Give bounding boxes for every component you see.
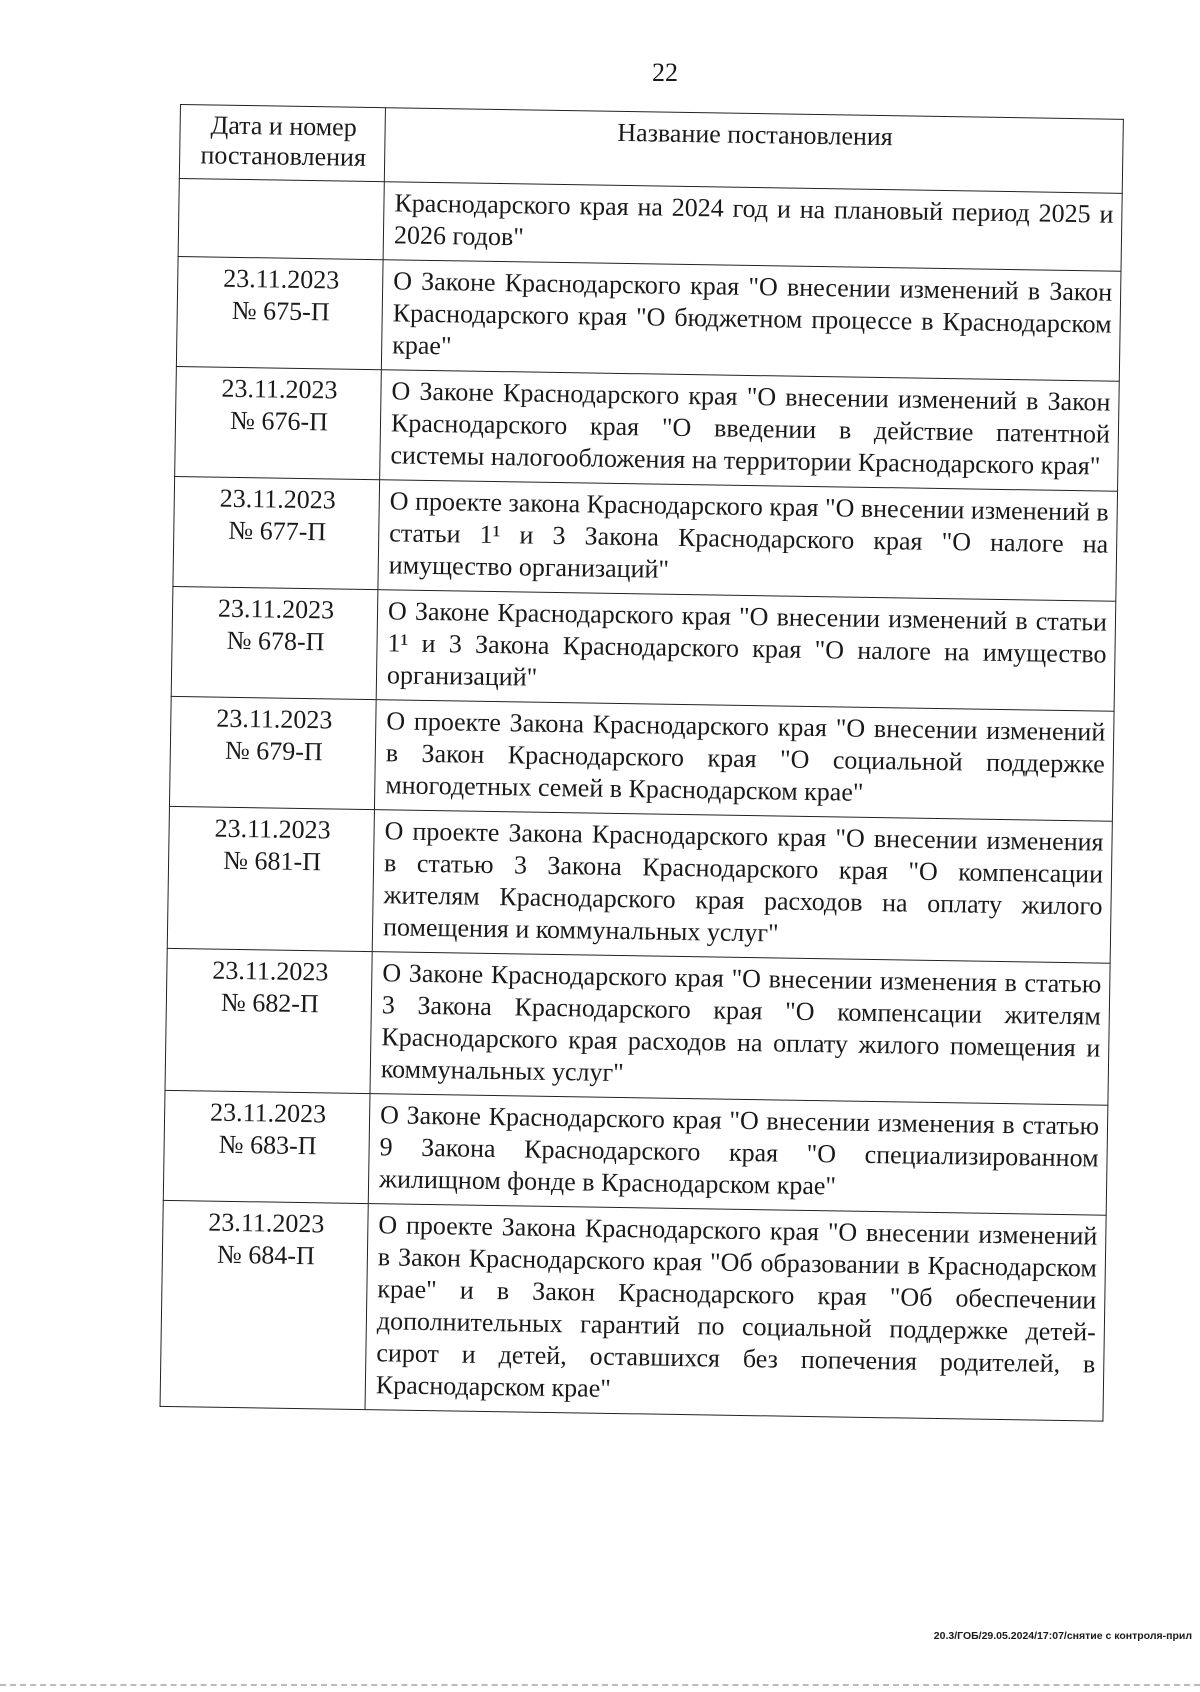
resolution-date-cell bbox=[167, 806, 374, 951]
resolution-number: № 681-П bbox=[223, 845, 322, 877]
resolution-number: № 679-П bbox=[224, 735, 323, 767]
resolution-date: 23.11.2023 bbox=[212, 955, 329, 987]
resolutions-table bbox=[160, 104, 1124, 1422]
resolution-title: О Законе Краснодарского края "О внесении изменения в статью 3 Закона Краснодарского края "О компенсации жителям Краснодарского края расходов на оплату жилого помещения и коммунальных услуг" bbox=[370, 952, 1110, 1106]
resolution-date-cell bbox=[169, 696, 376, 809]
table-row bbox=[173, 476, 1118, 601]
resolution-title: О проекте Закона Краснодарского края "О внесении изменения в статью 3 Закона Краснодарского края "О компенсации жителям Краснодарского края расходов на оплату жилого помещения и коммунальных услуг" bbox=[372, 810, 1112, 964]
header-title: Название постановления bbox=[384, 108, 1123, 194]
resolution-date-cell bbox=[165, 948, 372, 1093]
page-number: 22 bbox=[652, 58, 678, 87]
scan-edge-line bbox=[0, 1684, 1200, 1686]
footer-stamp: 20.3/ГОБ/29.05.2024/17:07/снятие с контроля-прил bbox=[933, 1630, 1192, 1642]
resolution-title: О проекте закона Краснодарского края "О внесении изменений в статьи 1¹ и 3 Закона Краснодарского края "О налоге на имущество организаций" bbox=[378, 480, 1118, 602]
resolution-number: № 678-П bbox=[226, 625, 325, 657]
resolution-date: 23.11.2023 bbox=[208, 1207, 325, 1239]
resolution-date: 23.11.2023 bbox=[216, 703, 333, 735]
header-date-number: Дата и номер постановления bbox=[179, 105, 385, 182]
resolution-date-cell bbox=[163, 1090, 370, 1203]
resolution-number: № 676-П bbox=[229, 405, 329, 437]
resolution-date: 23.11.2023 bbox=[221, 373, 338, 405]
table-row bbox=[163, 1090, 1108, 1215]
resolution-date: 23.11.2023 bbox=[214, 813, 331, 845]
resolution-date-cell bbox=[173, 476, 380, 589]
table-row bbox=[175, 366, 1120, 491]
resolution-number: № 682-П bbox=[220, 987, 319, 1019]
resolution-date: 23.11.2023 bbox=[219, 483, 337, 515]
table-row bbox=[176, 256, 1121, 381]
resolution-title: О проекте Закона Краснодарского края "О внесении изменений в Закон Краснодарского края "О социальной поддержке многодетных семей в Краснодарском крае" bbox=[374, 700, 1114, 822]
resolution-date-cell bbox=[176, 256, 383, 369]
resolution-number: № 683-П bbox=[218, 1129, 317, 1161]
resolution-number: № 677-П bbox=[228, 515, 327, 547]
resolution-title: О Законе Краснодарского края "О внесении изменений в статьи 1¹ и 3 Закона Краснодарского края "О налоге на имущество организаций" bbox=[376, 590, 1116, 712]
resolution-date: 23.11.2023 bbox=[223, 263, 340, 295]
resolution-date-cell bbox=[160, 1200, 368, 1409]
continuation-title-cell: Краснодарского края на 2024 год и на плановый период 2025 и 2026 годов" bbox=[383, 182, 1122, 272]
resolution-title: О Законе Краснодарского края "О внесении изменения в статью 9 Закона Краснодарского края "О специализированном жилищном фонде в Краснодарском крае" bbox=[368, 1094, 1108, 1216]
table-row bbox=[165, 948, 1110, 1105]
table-row bbox=[171, 586, 1116, 711]
resolution-number: № 675-П bbox=[231, 295, 330, 327]
resolution-title: О Законе Краснодарского края "О внесении изменений в Закон Краснодарского края "О введении в действие патентной системы налогообложения на территории Краснодарского края" bbox=[380, 370, 1120, 492]
table-row bbox=[169, 696, 1114, 821]
table-row-continuation bbox=[178, 178, 1122, 271]
resolution-date-cell bbox=[175, 366, 382, 479]
resolution-date-cell bbox=[171, 586, 378, 699]
table-row bbox=[160, 1200, 1106, 1421]
resolution-number: № 684-П bbox=[216, 1239, 316, 1271]
resolution-date: 23.11.2023 bbox=[217, 593, 335, 625]
resolution-title: О Законе Краснодарского края "О внесении изменений в Закон Краснодарского края "О бюджетном процессе в Краснодарском крае" bbox=[381, 260, 1121, 382]
table-row bbox=[167, 806, 1112, 963]
resolution-title: О проекте Закона Краснодарского края "О внесении изменений в Закон Краснодарского края "Об образовании в Краснодарском крае" и в Закон Краснодарского края "Об обеспечении дополнительных гарантий по социальной поддержке детей-сирот и детей, оставшихся без попечения родителей, в Краснодарском крае" bbox=[365, 1204, 1106, 1422]
resolution-date: 23.11.2023 bbox=[209, 1097, 327, 1129]
continuation-date-cell bbox=[178, 178, 384, 259]
